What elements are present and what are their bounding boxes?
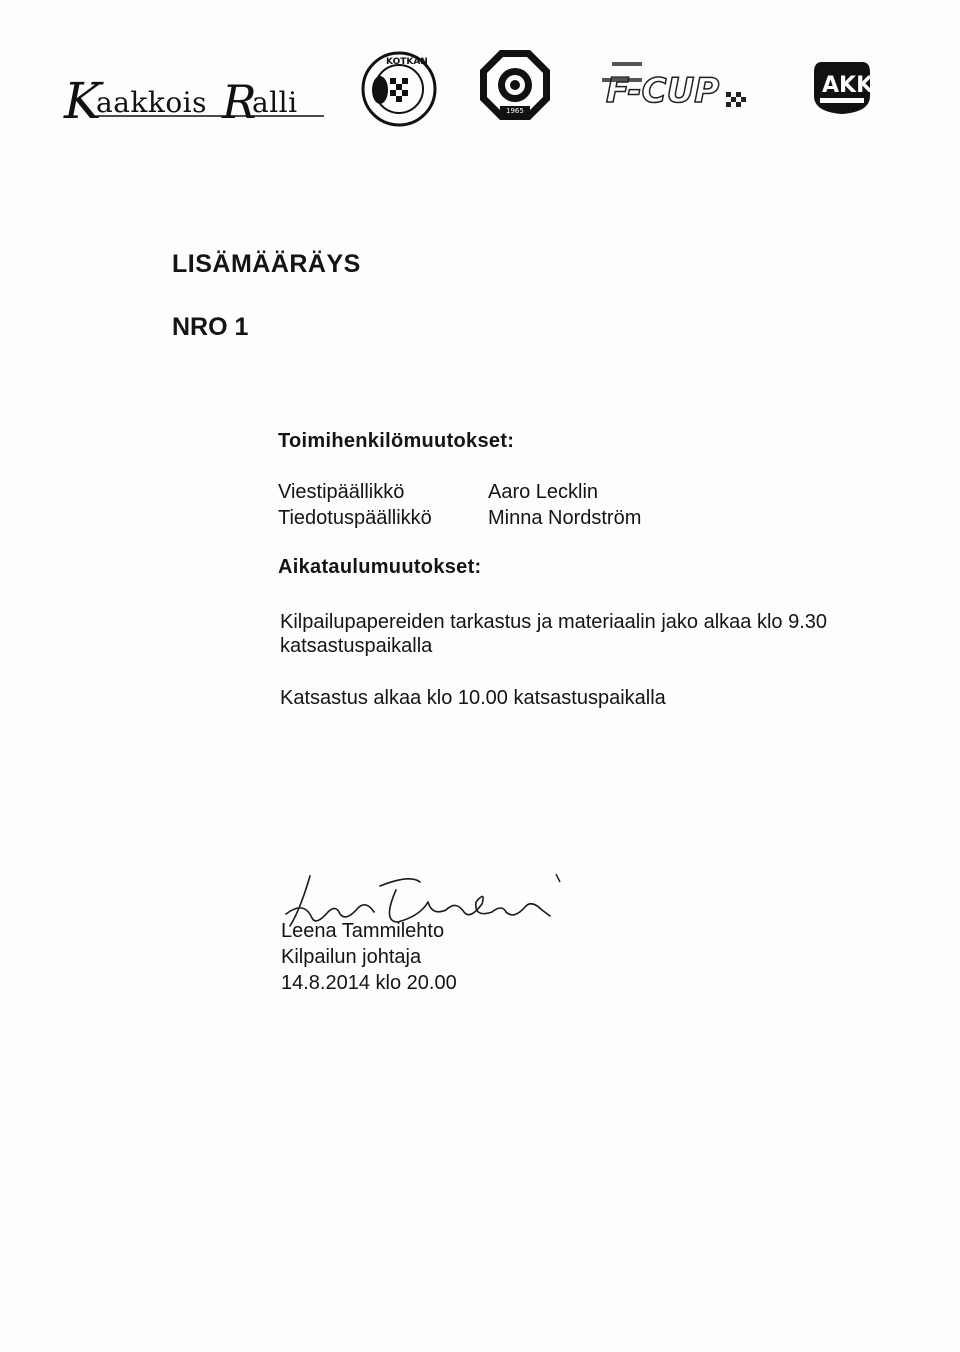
svg-text:AKK: AKK <box>822 73 874 98</box>
haminan-emblem <box>478 48 552 122</box>
kotkan-emblem <box>360 50 438 128</box>
schedule-heading: Aikataulumuutokset: <box>278 556 482 578</box>
officials-role-2: Tiedotuspäällikkö <box>278 507 432 529</box>
schedule-paragraph-1: Kilpailupapereiden tarkastus ja materiaalin jako alkaa klo 9.30 katsastuspaikalla <box>280 611 827 657</box>
officials-name-2: Minna Nordström <box>488 507 642 529</box>
kotkan-emblem-icon <box>360 50 438 128</box>
svg-text:KOTKAN: KOTKAN <box>386 57 428 67</box>
fcup-logo <box>598 58 764 114</box>
svg-text:aakkois: aakkois <box>96 86 208 119</box>
svg-text:F-CUP: F-CUP <box>606 71 720 111</box>
document-title: LISÄMÄÄRÄYS <box>172 250 361 278</box>
fcup-logo-icon <box>598 58 764 114</box>
svg-text:1965: 1965 <box>506 107 524 115</box>
signer-name: Leena Tammilehto <box>281 920 445 942</box>
svg-text:alli: alli <box>252 86 298 119</box>
signer-title: Kilpailun johtaja <box>281 946 422 968</box>
document-number: NRO 1 <box>172 313 249 341</box>
officials-role-1: Viestipäällikkö <box>278 481 405 503</box>
kaakkoisralli-logo <box>62 72 330 132</box>
svg-text:K: K <box>64 72 102 130</box>
svg-text:R: R <box>222 75 258 129</box>
haminan-emblem-icon <box>478 48 552 122</box>
schedule-paragraph-2: Katsastus alkaa klo 10.00 katsastuspaikalla <box>280 687 666 709</box>
signature-date: 14.8.2014 klo 20.00 <box>281 972 457 994</box>
kaakkoisralli-wordmark-icon <box>62 72 330 132</box>
officials-name-1: Aaro Lecklin <box>488 481 599 503</box>
akk-emblem <box>810 58 874 116</box>
akk-emblem-icon <box>810 58 874 116</box>
officials-heading: Toimihenkilömuutokset: <box>278 430 515 452</box>
signature-block <box>281 918 457 996</box>
